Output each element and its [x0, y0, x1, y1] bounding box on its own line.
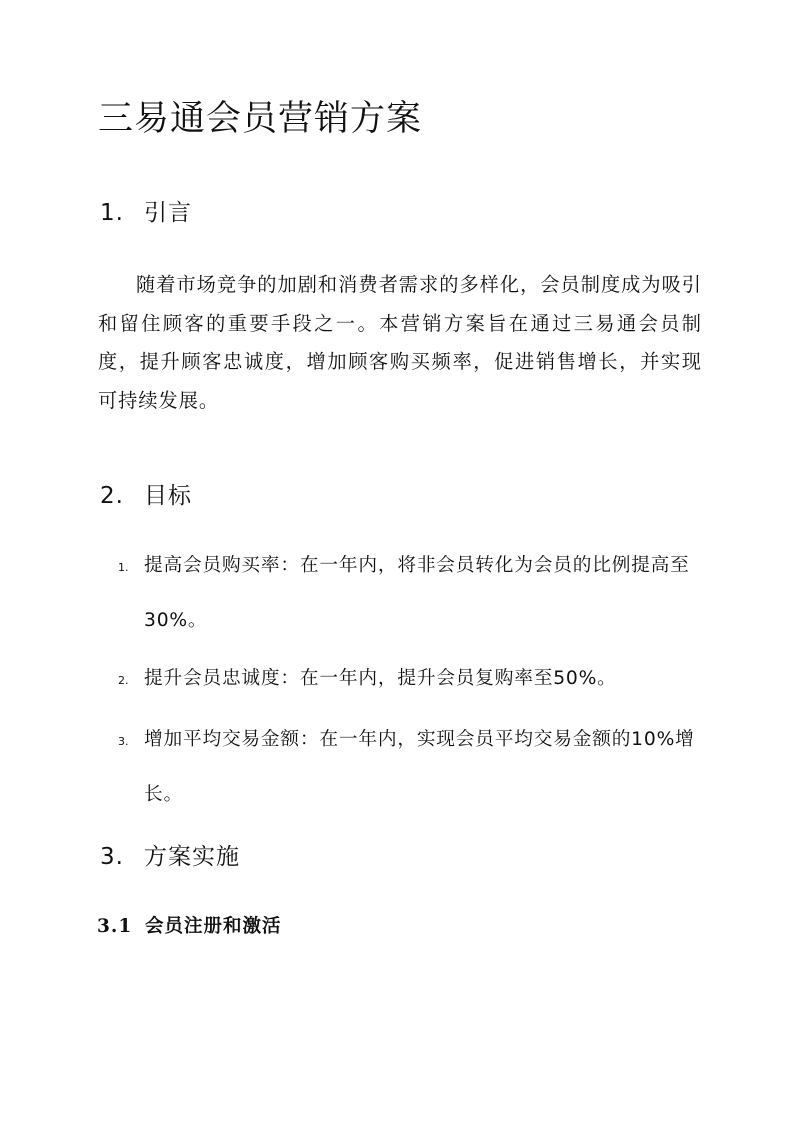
goal-item	[118, 712, 700, 822]
goal-text: 提高会员购买率：在一年内，将非会员转化为会员的比例提高至30%。	[144, 555, 690, 631]
section-heading-implementation	[100, 840, 240, 874]
subsection-number: 3.1	[97, 916, 133, 937]
section-number: 1.	[100, 200, 124, 226]
section-title: 引言	[144, 200, 192, 226]
subsection-title: 会员注册和激活	[145, 916, 282, 937]
section-number: 3.	[100, 844, 124, 870]
goal-number: 3.	[118, 735, 129, 748]
goal-text: 增加平均交易金额：在一年内，实现会员平均交易金额的10%增长。	[144, 729, 695, 805]
subsection-heading-member-registration	[97, 912, 282, 942]
section-title: 方案实施	[144, 844, 240, 870]
section-title: 目标	[144, 483, 192, 509]
introduction-paragraph: 随着市场竞争的加剧和消费者需求的多样化，会员制度成为吸引和留住顾客的重要手段之一。本营销方案旨在通过三易通会员制度，提升顾客忠诚度，增加顾客购买频率，促进销售增长，并实现可持续发展。	[98, 273, 702, 412]
goal-text: 提升会员忠诚度：在一年内，提升会员复购率至50%。	[144, 668, 617, 689]
section-heading-goals	[100, 479, 192, 513]
section-heading-introduction	[100, 196, 192, 230]
goal-item	[118, 538, 700, 648]
document-title: 三易通会员营销方案	[98, 99, 423, 139]
section-number: 2.	[100, 483, 124, 509]
goal-number: 1.	[118, 561, 129, 574]
goal-number: 2.	[118, 674, 129, 687]
goal-item	[118, 651, 700, 706]
